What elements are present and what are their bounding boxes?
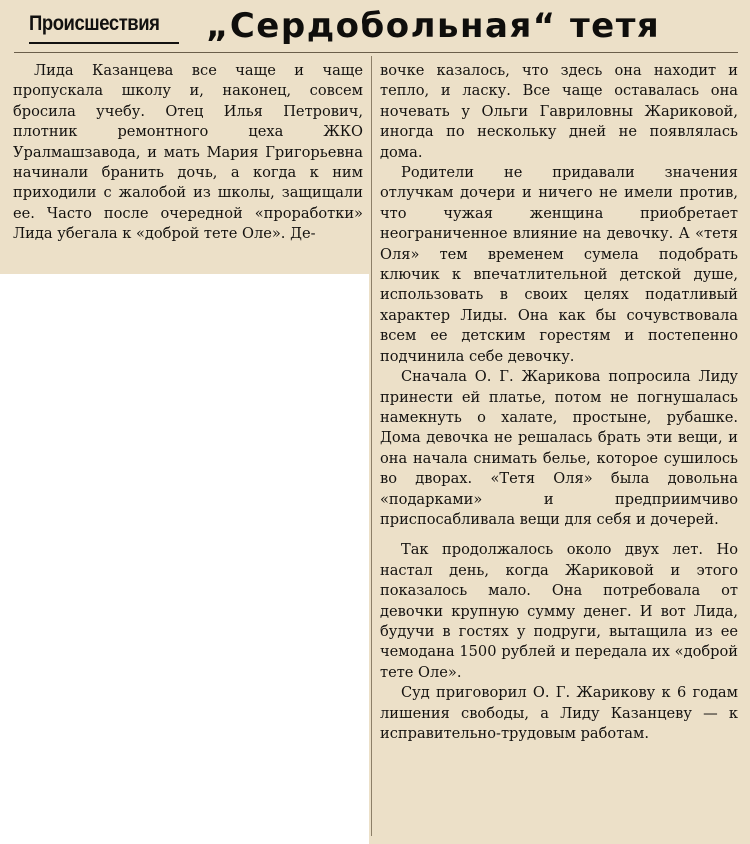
header-divider [14,52,738,53]
article-paragraph: Лида Казанцева все чаще и чаще пропускала школу и, наконец, совсем бросила учебу. Отец Илья Петрович, плотник ремонтного цеха ЖКО Уралмашзавода, и мать Мария Григорьевна начинали бранить дочь, а когда к ним приходили с жалобой из школы, защищали ее. Часто после очередной «проработки» Лида убегала к «доброй тете Оле». Де- [13,62,363,243]
column-divider [371,56,372,836]
article-paragraph: Суд приговорил О. Г. Жарикову к 6 годам лишения свободы, а Лиду Казанцеву — к исправительно-трудовым работам. [380,684,738,742]
article-paragraph: Сначала О. Г. Жарикова попросила Лиду принести ей платье, потом не погнушалась намекнуть о халате, простыне, рубашке. Дома девочка не решалась брать эти вещи, и она начала снимать белье, которое сушилось во дворах. «Тетя Оля» была довольна «подарками» и предприимчиво приспосабливала вещи для себя и дочерей. [380,368,738,528]
article-column-right [380,61,738,744]
article-headline: „Сердобольная“ тетя [206,6,661,46]
rubric-label: Происшествия [29,12,160,35]
article-paragraph: вочке казалось, что здесь она находит и тепло, и ласку. Все чаще оставалась она ночевать у Ольги Гавриловны Жариковой, иногда по нескольку дней не появлялась дома. [380,62,738,161]
article-paragraph: Родители не придавали значения отлучкам дочери и ничего не имели против, что чужая женщина приобретает неограниченное влияние на девочку. А «тетя Оля» тем временем сумела подобрать ключик к впечатлительной детской душе, использовать в своих целях податливый характер Лиды. Она как бы сочувствовала всем ее детским горестям и постепенно подчинила себе девочку. [380,164,738,365]
article-column-left [13,61,363,245]
rubric-underline [29,42,179,44]
article-paragraph: Так продолжалось около двух лет. Но настал день, когда Жариковой и этого показалось мало. Она потребовала от девочки крупную сумму денег. И вот Лида, будучи в гостях у подруги, вытащила из ее чемодана 1500 рублей и передала их «доброй тете Оле». [380,541,738,681]
